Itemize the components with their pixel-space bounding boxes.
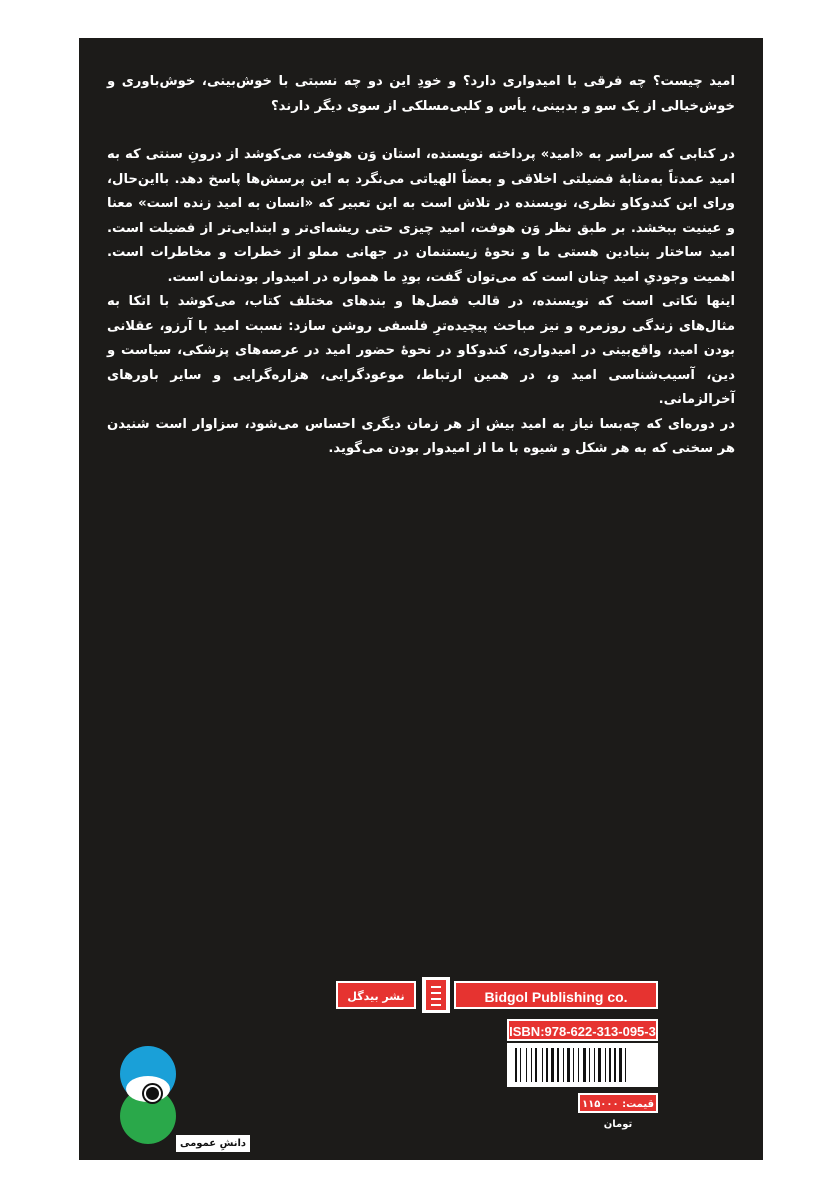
series-imprint-label: دانشِ عمومی	[176, 1135, 250, 1152]
eye-icon	[126, 1076, 170, 1102]
series-logo	[120, 1046, 180, 1150]
blurb-paragraph-4: در دوره‌ای که چه‌بسا نیاز به امید بیش از هر زمان دیگری احساس می‌شود، سزاوار است شنیدن هر سخنی که به هر شکل و شیوه با ما از امیدوار بودن می‌گوید.	[107, 416, 735, 456]
publisher-name-en: Bidgol Publishing co.	[454, 981, 658, 1009]
publisher-row	[336, 977, 658, 1013]
blurb-paragraph-1: امید چیست؟ چه فرقی با امیدواری دارد؟ و خودِ این دو چه نسبتی با خوش‌بینی، خوش‌باوری و خوش‌خیالی از یک سو و بدبینی، یأس و کلبی‌مسلکی از سوی دیگر دارند؟	[107, 74, 735, 114]
blurb-text	[107, 70, 735, 462]
barcode	[507, 1043, 658, 1087]
price-label: قیمت: ۱۱۵۰۰۰ تومان	[578, 1093, 658, 1113]
publisher-logo-icon	[422, 977, 450, 1013]
blurb-paragraph-2: در کتابی که سراسر به «امید» پرداخته نویسنده، استان وَن هوفت، می‌کوشد از درونِ سنتی که به امید عمدتاً به‌مثابهٔ فضیلتی اخلاقی و بعضاً الهیاتی می‌نگرد به این پرسش‌ها پاسخ دهد. بااین‌حال، ورای این کندوکاو نظری، نویسنده در تلاش است به این تعبیر که «انسان به امید زنده است» معنا و عینیت ببخشد. بر طبق نظر وَن هوفت، امید چیزی حتی ریشه‌ای‌تر و ابتدایی‌تر از فضیلت است. امید ساختار بنیادین هستی ما و نحوهٔ زیستنمان در جهانی مملو از خطرات و مخاطرات است. اهمیت وجودیِ امید چنان است که می‌توان گفت، بودِ ما همواره در امیدوار بودنمان است.	[107, 147, 735, 285]
barcode-icon	[515, 1048, 650, 1082]
blurb-paragraph-3: اینها نکاتی است که نویسنده، در قالب فصل‌ها و بندهای مختلف کتاب، می‌کوشد با اتکا به مثال‌های زندگی روزمره و نیز مباحث پیچیده‌ترِ فلسفی روشن سازد: نسبت امید با آرزو، عقلانی بودن امید، واقع‌بینی در امیدواری، کندوکاو در نحوهٔ حضور امید در عرصه‌های پزشکی، سیاست و دین، آسیب‌شناسی امید و، در همین ارتباط، موعودگرایی، هزاره‌گرایی و سایر باورهای آخرالزمانی.	[107, 294, 735, 407]
pupil-icon	[144, 1085, 161, 1102]
publisher-name-fa: نشر بیدگل	[336, 981, 416, 1009]
isbn-label: ISBN:978-622-313-095-3	[507, 1019, 658, 1041]
